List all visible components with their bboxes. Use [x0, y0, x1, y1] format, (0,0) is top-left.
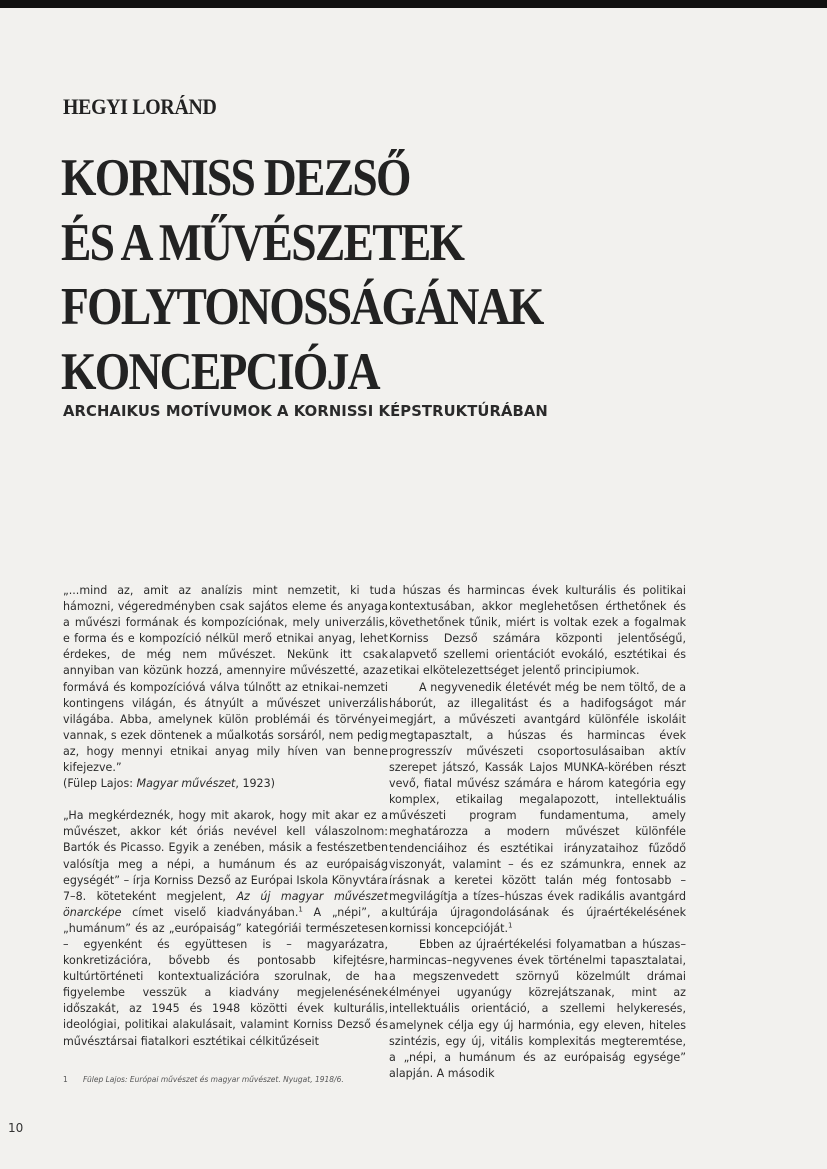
- body-text-p3: A negyvenedik életévét még be nem töltő, de a háborút, az illegalitást és a hadifogságot már megjárt, a művészeti avantgárd különféle iskoláit megtapasztalt, a húszas és harmincas évek progresszív művészeti csoportosulásaiban aktív szerepet játszó, Kassák Lajos MUNKA-körében részt vevő, fiatal művész számára e három kategória egy komplex, etikailag megalapozott, intellektuális művészeti program fundamentuma, amely meghatározza a modern művészet különféle tendenciáihoz és esztétikai irányzataihoz fűződő viszonyát, valamint – és ez számunkra, ennek az írásnak a keretei között talán még fontosabb – megvilágítja a tízes–húszas évek radikális avantgárd kultúrája újragondolásának és újraértékelésének kornissi koncepcióját.: [389, 680, 686, 935]
- body-paragraph-3: [389, 680, 686, 938]
- left-column: [63, 583, 388, 1050]
- epigraph-quote: [63, 583, 388, 792]
- footnote-number: 1: [63, 1075, 68, 1084]
- footnote-text: Fülep Lajos: Európai művészet és magyar művészet. Nyugat, 1918/6.: [83, 1075, 344, 1084]
- title-line-2: ÉS A MŰVÉSZETEK: [61, 213, 464, 272]
- title-line-3: FOLYTONOSSÁGÁNAK: [61, 278, 543, 336]
- author-name: HEGYI LORÁND: [63, 94, 217, 119]
- page-number: 10: [8, 1121, 24, 1135]
- title-line-1: KORNISS DEZSŐ: [61, 149, 410, 207]
- article-subtitle: ARCHAIKUS MOTÍVUMOK A KORNISSI KÉPSTRUKTÚRÁBAN: [63, 402, 548, 420]
- top-edge-bar: [0, 0, 827, 8]
- body-paragraph-4: Ebben az újraértékelési folyamatban a húszas–harmincas–negyvenes évek történelmi tapasztalatai, a megszenvedett szörnyű közelmúlt drámai élményei ugyanúgy közrejátszanak, mint az intellektuális orientáció, a szellemi helykeresés, amelynek célja egy új harmónia, egy eleven, hiteles szintézis, egy új, vitális komplexitás megteremtése, a „népi, a humánum és az európaiság egysége” alapján. A második: [389, 938, 686, 1080]
- footnote-ref: 1: [298, 905, 303, 914]
- right-column: [389, 583, 686, 1082]
- epigraph-source-title: Magyar művészet: [136, 777, 236, 791]
- article-title: [61, 146, 543, 404]
- title-line-4: KONCEPCIÓJA: [61, 342, 379, 401]
- body-text-a: „Ha megkérdeznék, hogy mit akarok, hogy mit akar ez a művészet, akkor két óriás nevével kell válaszolnom: Bartók és Picasso. Egyik a zenében, másik a festészetben valósítja meg a népi, a humánum és az európaiság egységét” – írja Korniss Dezső az Európai Iskola Könyvtára 7–8. köteteként megjelent,: [63, 809, 388, 903]
- footnote-ref-2: 1: [508, 921, 513, 930]
- body-paragraph-1: [63, 808, 388, 1049]
- epigraph-source-prefix: (Fülep Lajos:: [63, 777, 137, 791]
- epigraph-source-suffix: , 1923): [235, 777, 276, 791]
- body-text-b: címet viselő kiadványában.: [121, 905, 299, 919]
- footnote: [63, 1075, 344, 1084]
- epigraph-text: „...mind az, amit az analízis mint nemzetit, ki tud hámozni, végeredményben csak sajátos eleme és anyaga a művészi formának és kompozíciónak, mely univerzális, e forma és e kompozíció nélkül merő etnikai anyag, lehet érdekes, de még nem művészet. Nekünk itt csak annyiban van közünk hozzá, amennyire művészetté, azaz formává és kompozícióvá válva túlnőtt az etnikai-nemzeti kontingens világán, és átnyúlt a művészet univerzális világába. Abba, amelynek külön problémái és törvényei vannak, s ezek döntenek a műalkotás sorsáról, nem pedig az, hogy mennyi etnikai anyag mily híven van benne kifejezve.”: [63, 584, 388, 775]
- body-paragraph-2: a húszas és harmincas évek kulturális és politikai kontextusában, akkor meglehetősen érthetőnek és követhetőnek tűnik, miért is voltak ezek a fogalmak Korniss Dezső számára központi jelentőségű, alapvető szellemi orientációt evokáló, esztétikai és etikai elkötelezettséget jelentő principiumok.: [389, 584, 686, 678]
- book-title: Az új magyar művészet önarcképe: [63, 889, 388, 919]
- body-text-c: A „népi”, a „humánum” és az „európaiság” kategóriái természetesen – egyenként és együttesen is – magyarázatra, konkretizációra, bővebb és pontosabb kifejtésre, kultúrtörténeti kontextualizációra szorulnak, de ha figyelembe vesszük a kiadvány megjelenésének időszakát, az 1945 és 1948 közötti évek kulturális, ideológiai, politikai alakulásait, valamint Korniss Dezső és művésztársai fiatalkori esztétikai célkitűzéseit: [63, 905, 388, 1048]
